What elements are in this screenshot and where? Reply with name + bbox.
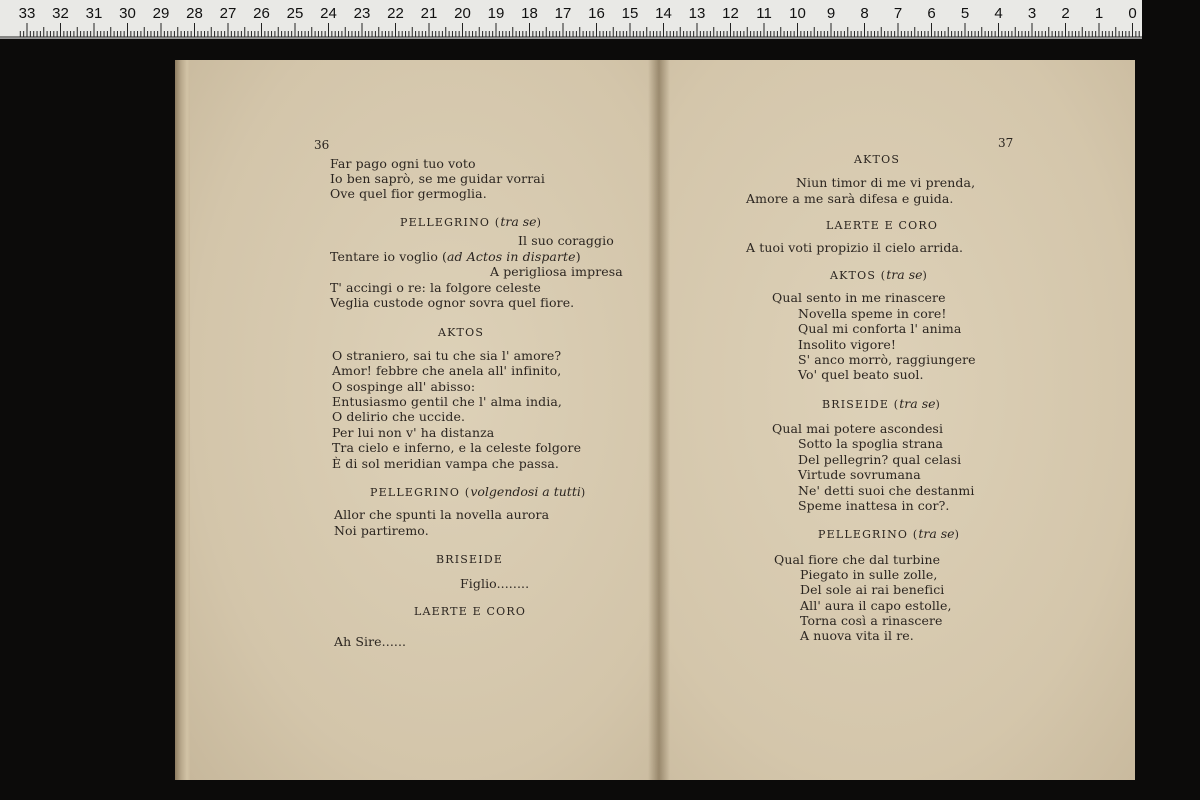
- ruler-label: 16: [588, 5, 605, 22]
- speaker-heading: PELLEGRINO (tra se): [818, 526, 961, 541]
- stage-direction: tra se: [918, 526, 955, 541]
- verse-line: Io ben saprò, se me guidar vorrai: [330, 171, 545, 186]
- verse-text: Tentare io voglio (: [330, 249, 447, 264]
- verse-line: A perigliosa impresa: [490, 264, 623, 279]
- verse-line: A tuoi voti propizio il cielo arrida.: [746, 240, 964, 255]
- ruler-label: 0: [1128, 5, 1137, 22]
- verse-line: Noi partiremo.: [334, 523, 429, 538]
- ruler-label: 2: [1061, 5, 1070, 22]
- verse-line: Sotto la spoglia strana: [798, 436, 944, 451]
- speaker-name: PELLEGRINO: [818, 528, 909, 541]
- speaker-heading: AKTOS (tra se): [830, 267, 929, 282]
- verse-line: Del sole ai rai benefici: [800, 582, 945, 597]
- verse-line: O delirio che uccide.: [332, 409, 466, 424]
- verse-line: Qual mi conforta l' anima: [798, 321, 962, 336]
- book-gutter: [648, 60, 670, 780]
- speaker-heading: AKTOS: [438, 326, 485, 339]
- ruler-label: 15: [621, 5, 639, 22]
- ruler-label: 20: [454, 5, 471, 22]
- verse-line: Qual fiore che dal turbine: [774, 552, 941, 567]
- stage-direction: volgendosi a tutti: [470, 484, 581, 499]
- speaker-heading: LAERTE E CORO: [414, 605, 527, 618]
- ruler-label: 22: [387, 5, 404, 22]
- speaker-heading: PELLEGRINO (tra se): [400, 214, 543, 229]
- verse-line: Speme inattesa in cor?.: [798, 498, 950, 513]
- ruler-label: 23: [353, 5, 371, 22]
- ruler-label: 11: [756, 5, 772, 22]
- verse-line: Tentare io voglio (ad Actos in disparte): [330, 249, 581, 264]
- ruler-label: 12: [722, 5, 739, 22]
- ruler-label: 3: [1027, 5, 1037, 22]
- verse-line: Ove quel fior germoglia.: [330, 186, 487, 201]
- speaker-heading: BRISEIDE: [436, 553, 504, 566]
- ruler-label: 1: [1094, 5, 1104, 22]
- page-number: 36: [314, 138, 330, 152]
- verse-line: All' aura il capo estolle,: [800, 598, 952, 613]
- speaker-name: PELLEGRINO: [370, 486, 461, 499]
- ruler-label: 32: [52, 5, 69, 22]
- ruler-label: 17: [554, 5, 572, 22]
- ruler-label: 18: [521, 5, 538, 22]
- stage-direction: tra se: [899, 396, 936, 411]
- verse-line: Il suo coraggio: [518, 233, 614, 248]
- right-page: [658, 60, 1135, 780]
- verse-line: Novella speme in core!: [798, 306, 947, 321]
- verse-line: Figlio........: [460, 576, 530, 591]
- stage-direction: ad Actos in disparte: [447, 249, 576, 264]
- speaker-heading: AKTOS: [854, 153, 901, 166]
- verse-line: Ah Sire......: [334, 634, 407, 649]
- speaker-name: AKTOS: [830, 269, 877, 282]
- left-page: [190, 60, 660, 780]
- verse-line: Allor che spunti la novella aurora: [334, 507, 550, 522]
- ruler-label: 19: [487, 5, 505, 22]
- verse-line: Amore a me sarà difesa e guida.: [746, 191, 954, 206]
- verse-line: Entusiasmo gentil che l' alma india,: [332, 394, 562, 409]
- page-number: 37: [998, 136, 1014, 150]
- speaker-heading: LAERTE E CORO: [826, 219, 939, 232]
- speaker-heading: PELLEGRINO (volgendosi a tutti): [370, 484, 587, 499]
- verse-line: Far pago ogni tuo voto: [330, 156, 476, 171]
- measurement-ruler: [0, 0, 1142, 39]
- ruler-label: 27: [219, 5, 237, 22]
- ruler-label: 4: [994, 5, 1003, 22]
- verse-line: È di sol meridian vampa che passa.: [332, 456, 560, 471]
- ruler-label: 6: [927, 5, 936, 22]
- ruler-label: 10: [789, 5, 806, 22]
- verse-line: Piegato in sulle zolle,: [800, 567, 938, 582]
- verse-line: Vo' quel beato suol.: [798, 367, 924, 382]
- verse-line: Per lui non v' ha distanza: [332, 425, 495, 440]
- verse-line: Ne' detti suoi che destanmi: [798, 483, 975, 498]
- ruler-label: 26: [253, 5, 270, 22]
- speaker-heading: BRISEIDE (tra se): [822, 396, 942, 411]
- verse-line: Amor! febbre che anela all' infinito,: [332, 363, 562, 378]
- verse-line: Torna così a rinascere: [800, 613, 943, 628]
- ruler-label: 29: [152, 5, 170, 22]
- verse-line: S' anco morrò, raggiungere: [798, 352, 976, 367]
- speaker-name: BRISEIDE: [822, 398, 890, 411]
- stage-direction: tra se: [886, 267, 923, 282]
- ruler-label: 25: [286, 5, 304, 22]
- speaker-name: PELLEGRINO: [400, 216, 491, 229]
- ruler-label: 5: [960, 5, 970, 22]
- ruler-label: 31: [85, 5, 103, 22]
- ruler-label: 9: [826, 5, 836, 22]
- ruler-label: 28: [186, 5, 203, 22]
- ruler-label: 33: [18, 5, 36, 22]
- verse-line: Qual sento in me rinascere: [772, 290, 946, 305]
- ruler-label: 24: [320, 5, 337, 22]
- verse-line: Virtude sovrumana: [798, 467, 921, 482]
- verse-line: Del pellegrin? qual celasi: [798, 452, 962, 467]
- ruler-label: 21: [420, 5, 438, 22]
- ruler-label: 8: [860, 5, 869, 22]
- verse-line: Tra cielo e inferno, e la celeste folgore: [332, 440, 582, 455]
- verse-line: A nuova vita il re.: [800, 628, 914, 643]
- verse-line: O sospinge all' abisso:: [332, 379, 476, 394]
- verse-line: Insolito vigore!: [798, 337, 897, 352]
- verse-line: T' accingi o re: la folgore celeste: [330, 280, 541, 295]
- ruler-label: 13: [688, 5, 706, 22]
- verse-line: Qual mai potere ascondesi: [772, 421, 944, 436]
- verse-line: Veglia custode ognor sovra quel fiore.: [330, 295, 575, 310]
- stage-direction: tra se: [500, 214, 537, 229]
- verse-line: Niun timor di me vi prenda,: [796, 175, 976, 190]
- ruler-label: 14: [655, 5, 672, 22]
- verse-line: O straniero, sai tu che sia l' amore?: [332, 348, 562, 363]
- ruler-label: 7: [893, 5, 903, 22]
- ruler-label: 30: [119, 5, 136, 22]
